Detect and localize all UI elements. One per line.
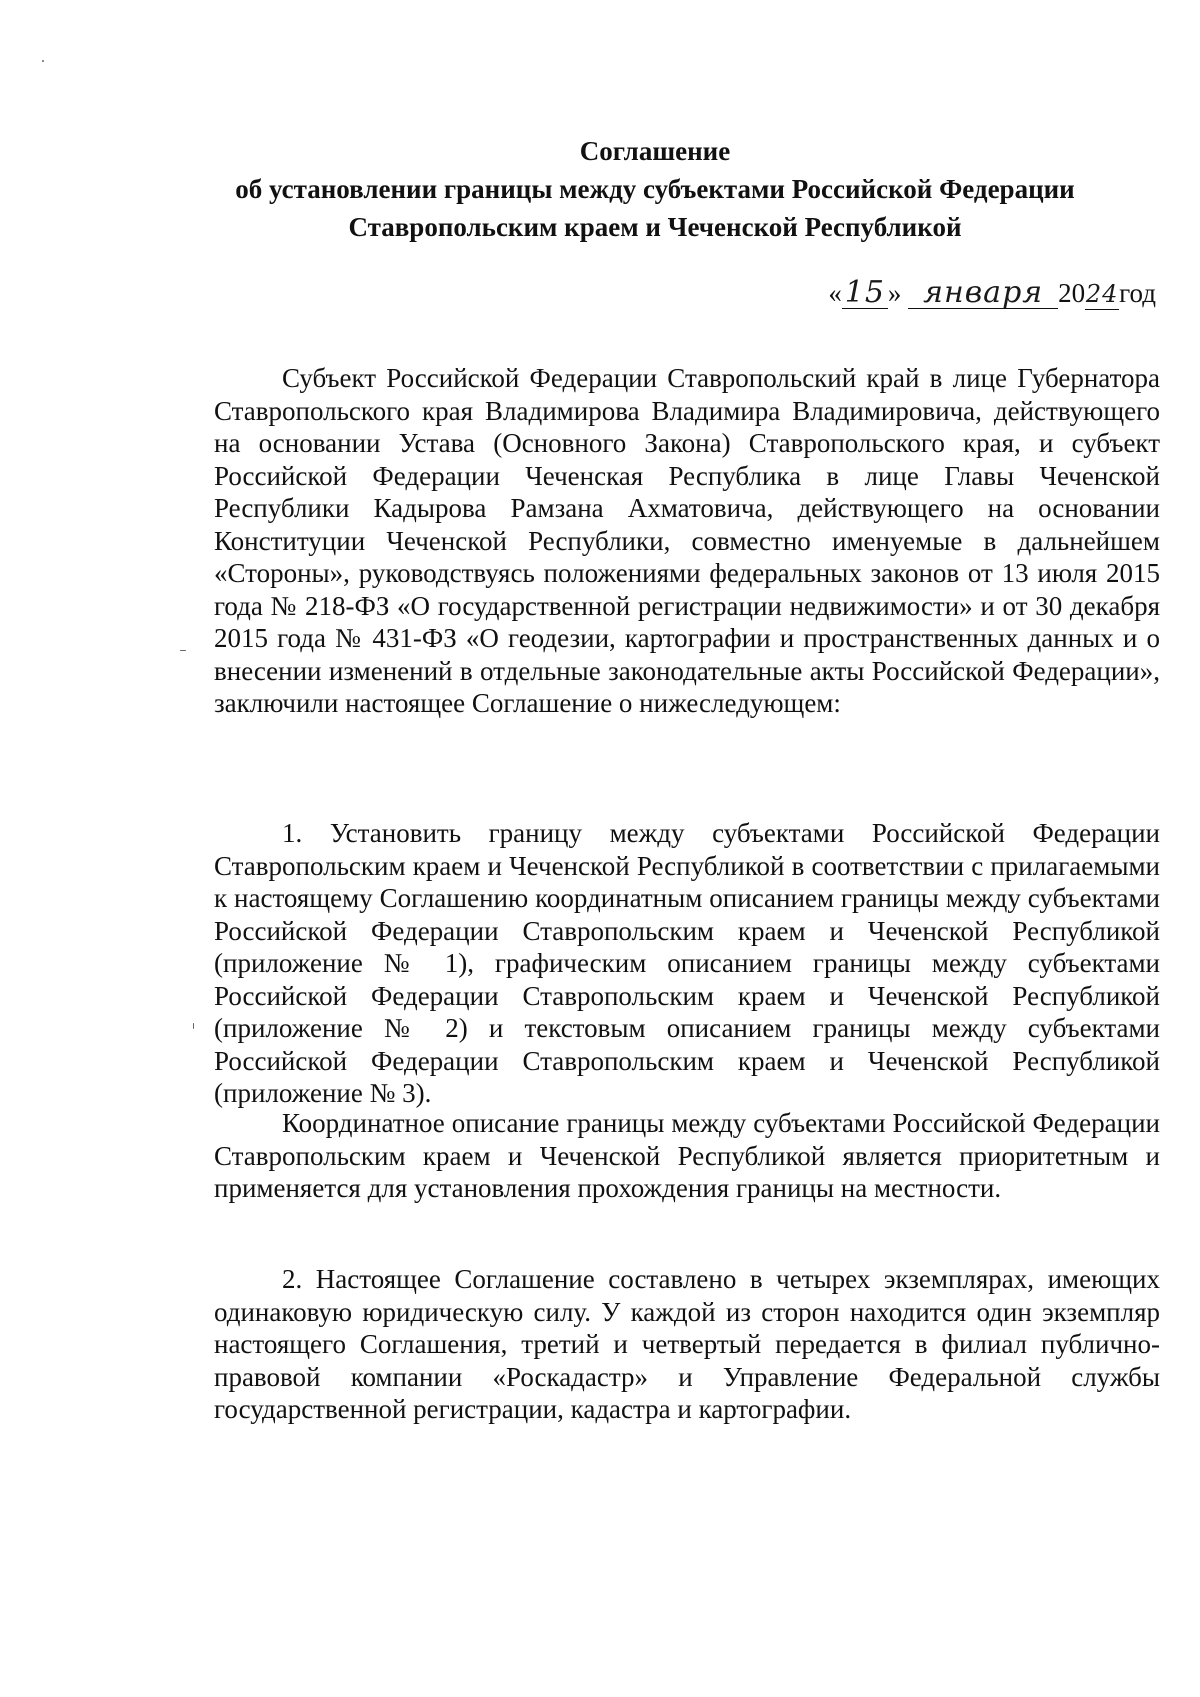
date-day-field <box>842 275 888 310</box>
title-line-1: Соглашение <box>579 136 731 166</box>
date-year-field <box>1085 278 1119 310</box>
paragraph-parties <box>214 362 1160 720</box>
date-month-field <box>908 275 1058 310</box>
title-line-3: Ставропольским краем и Чеченской Республикой <box>348 212 962 242</box>
scan-speck <box>42 60 44 62</box>
date-year-word: год <box>1119 278 1156 308</box>
clause-2 <box>214 1263 1160 1426</box>
date-close-quote: » <box>887 278 902 308</box>
title-line-2: об установлении границы между субъектами Российской Федерации <box>235 174 1075 204</box>
date-year-prefix: 20 <box>1058 278 1086 308</box>
clause-2-text: 2. Настоящее Соглашение составлено в четырех экземплярах, имеющих одинаковую юридическую силу. У каждой из сторон находится один экземпляр настоящего Соглашения, третий и четвертый передается в филиал публично-правовой компании «Роскадастр» и Управление Федеральной службы государственной регистрации, кадастра и картографии. <box>214 1264 1160 1424</box>
clause-1-priority-text: Координатное описание границы между субъектами Российской Федерации Ставропольским краем и Чеченской Республикой является приоритетным и применяется для установления прохождения границы на местности. <box>214 1108 1160 1203</box>
scan-speck <box>180 650 186 651</box>
scan-speck <box>193 1023 194 1029</box>
date-year-suffix: 24 <box>1085 280 1119 308</box>
document-date <box>828 276 1156 310</box>
date-month: января <box>923 275 1044 310</box>
clause-1-priority <box>214 1107 1160 1205</box>
paragraph-parties-text: Субъект Российской Федерации Ставропольский край в лице Губернатора Ставропольского края Владимирова Владимира Владимировича, действующего на основании Устава (Основного Закона) Ставропольского края, и субъект Российской Федерации Чеченская Республика в лице Главы Чеченской Республики Кадырова Рамзана Ахматовича, действующего на основании Конституции Чеченской Республики, совместно именуемые в дальнейшем «Стороны», руководствуясь положениями федеральных законов от 13 июля 2015 года № 218-ФЗ «О государственной регистрации недвижимости» и от 30 декабря 2015 года № 431-ФЗ «О геодезии, картографии и пространственных данных и о внесении изменений в отдельные законодательные акты Российской Федерации», заключили настоящее Соглашение о нижеследующем: <box>214 363 1160 718</box>
document-title <box>150 132 1160 246</box>
date-open-quote: « <box>828 278 842 308</box>
clause-1 <box>214 817 1160 1110</box>
date-day: 15 <box>844 275 885 310</box>
clause-1-text: 1. Установить границу между субъектами Российской Федерации Ставропольским краем и Чеченской Республикой в соответствии с прилагаемыми к настоящему Соглашению координатным описанием границы между субъектами Российской Федерации Ставропольским краем и Чеченской Республикой (приложение № 1), графическим описанием границы между субъектами Российской Федерации Ставропольским краем и Чеченской Республикой (приложение № 2) и текстовым описанием границы между субъектами Российской Федерации Ставропольским краем и Чеченской Республикой (приложение № 3). <box>214 818 1160 1108</box>
